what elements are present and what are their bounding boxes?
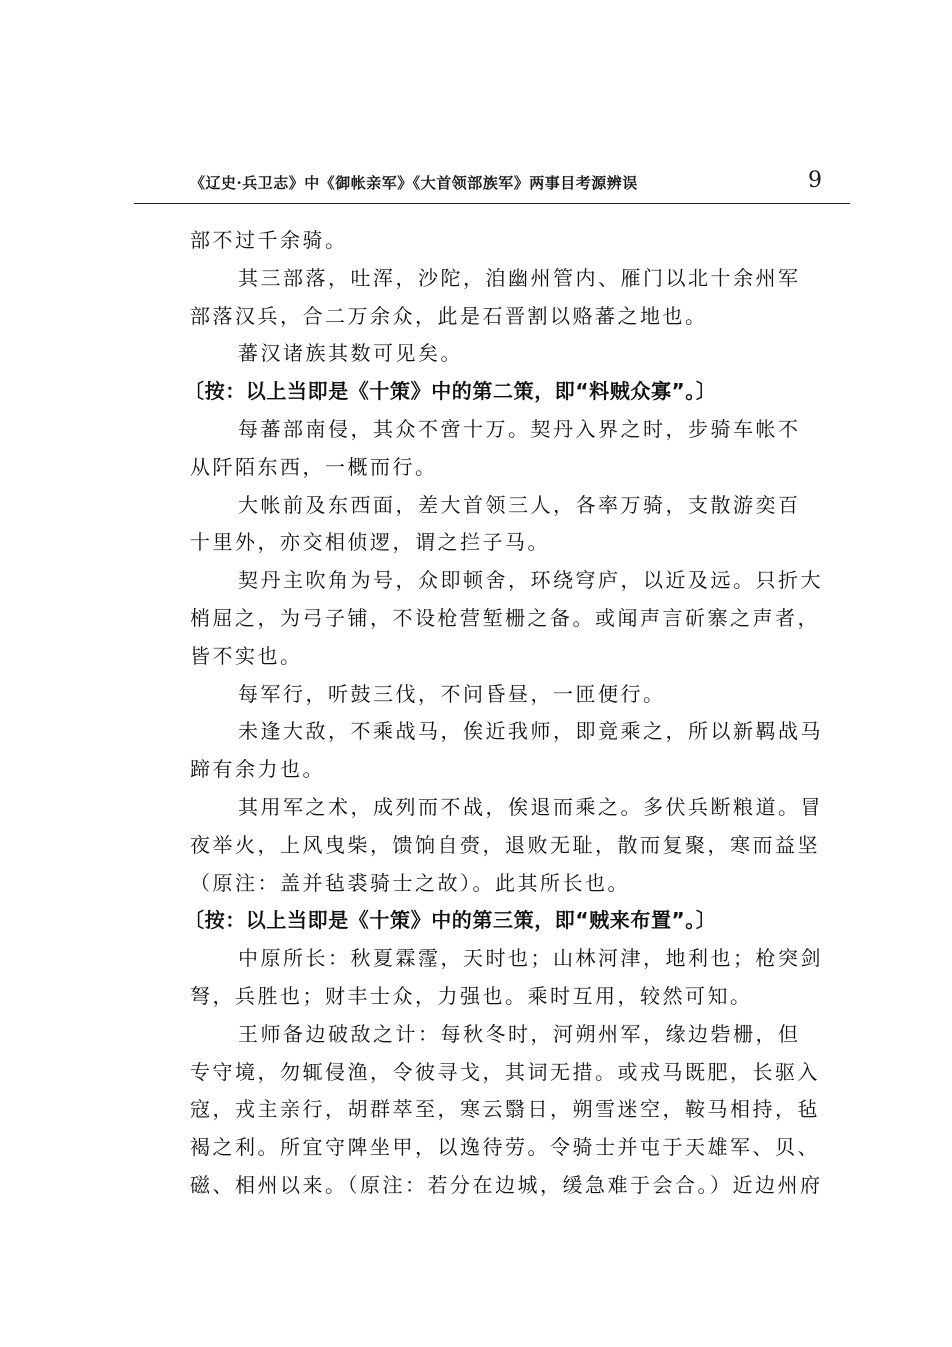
text-line: 未逢大敌，不乘战马，俟近我师，即竟乘之，所以新羁战马 (238, 719, 823, 744)
text-line: （原注：盖并毡裘骑士之故）。此其所长也。 (190, 870, 630, 895)
text-line: 蕃汉诸族其数可见矣。 (238, 341, 463, 366)
text-line: 从阡陌东西，一概而行。 (190, 454, 438, 479)
editor-note-line: 〔按：以上当即是《十策》中的第二策，即“料贼众寡”。〕 (184, 379, 717, 404)
text-line: 弩，兵胜也；财丰士众，力强也。乘时互用，较然可知。 (190, 983, 753, 1008)
text-line: 其用军之术，成列而不战，俟退而乘之。多伏兵断粮道。冒 (238, 794, 823, 819)
text-line: 每军行，听鼓三伐，不问昏昼，一匝便行。 (238, 681, 666, 706)
body-text (184, 222, 852, 1205)
text-line: 部不过千余骑。 (190, 228, 348, 252)
text-line: 大帐前及东西面，差大首领三人，各率万骑，支散游奕百 (238, 492, 801, 517)
text-line: 十里外，亦交相侦逻，谓之拦子马。 (190, 530, 550, 555)
text-line: 磁、相州以来。（原注：若分在边城，缓急难于会合。）近边州府 (190, 1172, 823, 1197)
page-number: 9 (808, 168, 822, 193)
running-head-title: 《辽史·兵卫志》中《御帐亲军》《大首领部族军》两事目考源辨误 (190, 174, 638, 192)
text-line: 梢屈之，为弓子铺，不设枪营堑栅之备。或闻声言斫寨之声者， (190, 605, 820, 630)
text-line: 皆不实也。 (190, 643, 303, 668)
text-line: 寇，戎主亲行，胡群萃至，寒云翳日，朔雪迷空，鞍马相持，毡 (190, 1097, 820, 1122)
text-line: 中原所长：秋夏霖霪，天时也；山林河津，地利也；枪突剑 (238, 946, 823, 971)
text-line: 契丹主吹角为号，众即顿舍，环绕穹庐，以近及远。只折大 (238, 568, 823, 593)
header-rule (134, 203, 850, 204)
text-line: 王师备边破敌之计：每秋冬时，河朔州军，缘边砦栅，但 (238, 1021, 801, 1046)
text-line: 部落汉兵，合二万余众，此是石晋割以赂蕃之地也。 (190, 303, 708, 328)
text-line: 蹄有余力也。 (190, 757, 325, 782)
text-line: 夜举火，上风曳柴，馈饷自赍，退败无耻，散而复聚，寒而益坚 (190, 832, 820, 857)
text-line: 专守境，勿辄侵渔，令彼寻戈，其词无措。或戎马既肥，长驱入 (190, 1059, 820, 1084)
editor-note-line: 〔按：以上当即是《十策》中的第三策，即“贼来布置”。〕 (184, 908, 717, 933)
text-line: 每蕃部南侵，其众不啻十万。契丹入界之时，步骑车帐不 (238, 416, 801, 441)
text-line: 其三部落，吐浑，沙陀，洎幽州管内、雁门以北十余州军 (238, 265, 801, 290)
text-line: 褐之利。所宜守陴坐甲，以逸待劳。令骑士并屯于天雄军、贝、 (190, 1135, 820, 1160)
